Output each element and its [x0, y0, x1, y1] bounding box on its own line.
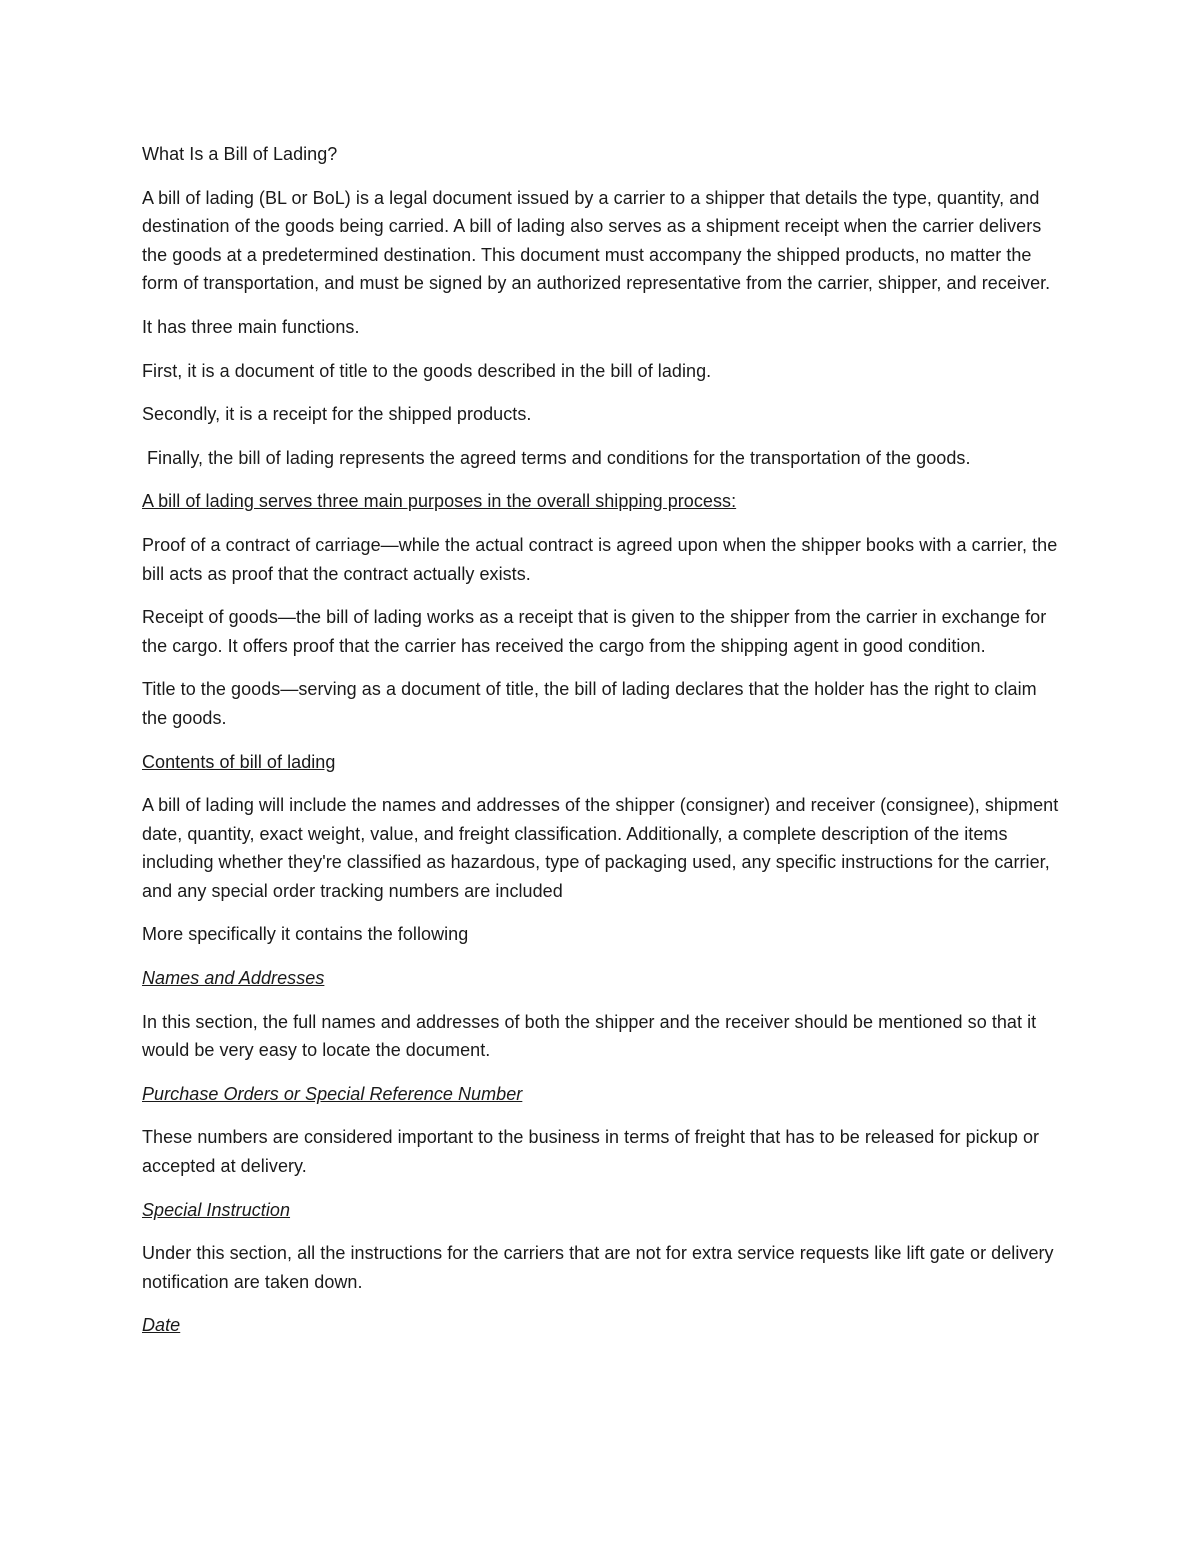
section-heading-special-instruction: Special Instruction [142, 1199, 291, 1220]
more-specifically: More specifically it contains the following [142, 924, 469, 945]
contents-heading: Contents of bill of lading [142, 751, 336, 772]
function-finally: Finally, the bill of lading represents the agreed terms and conditions for the transportation of the goods. [147, 447, 971, 468]
purpose-receipt: Receipt of goods—the bill of lading works as a receipt that is given to the shipper from the carrier in exchange for the cargo. It offers proof that the carrier has received the cargo from the shipping agent in good condition. [142, 607, 1047, 656]
section-body-names: In this section, the full names and addresses of both the shipper and the receiver should be mentioned so that it would be very easy to locate the document. [142, 1011, 1037, 1061]
section-body-purchase-orders: These numbers are considered important to the business in terms of freight that has to be released for pickup or accepted at delivery. [142, 1127, 1040, 1177]
purpose-contract: Proof of a contract of carriage—while the actual contract is agreed upon when the shipper books with a carrier, the bill acts as proof that the contract actually exists. [142, 534, 1058, 584]
purposes-heading: A bill of lading serves three main purposes in the overall shipping process: [142, 491, 737, 512]
contents-body: A bill of lading will include the names and addresses of the shipper (consigner) and receiver (consignee), shipment date, quantity, exact weight, value, and freight classification. Additionally, a complete description of the items including whether they're classified as hazardous, type of packaging used, any specific instructions for the carrier, and any special order tracking numbers are included [142, 795, 1059, 901]
function-second: Secondly, it is a receipt for the shipped products. [142, 404, 532, 425]
section-body-special-instruction: Under this section, all the instructions for the carriers that are not for extra service requests like lift gate or delivery notification are taken down. [142, 1243, 1054, 1292]
intro-paragraph: A bill of lading (BL or BoL) is a legal document issued by a carrier to a shipper that details the type, quantity, and destination of the goods being carried. A bill of lading also serves as a shipment receipt when the carrier delivers the goods at a predetermined destination. This document must accompany the shipped products, no matter the form of transportation, and must be signed by an authorized representative from the carrier, shipper, and receiver. [142, 187, 1051, 294]
section-heading-date: Date [142, 1315, 181, 1336]
document-page [142, 140, 1062, 1355]
document-title: What Is a Bill of Lading? [142, 144, 338, 164]
function-first: First, it is a document of title to the goods described in the bill of lading. [142, 360, 712, 381]
functions-intro: It has three main functions. [142, 316, 360, 337]
section-heading-names: Names and Addresses [142, 968, 325, 989]
purpose-title: Title to the goods—serving as a document of title, the bill of lading declares that the holder has the right to claim the goods. [142, 679, 1037, 728]
section-heading-purchase-orders: Purchase Orders or Special Reference Number [142, 1083, 523, 1104]
